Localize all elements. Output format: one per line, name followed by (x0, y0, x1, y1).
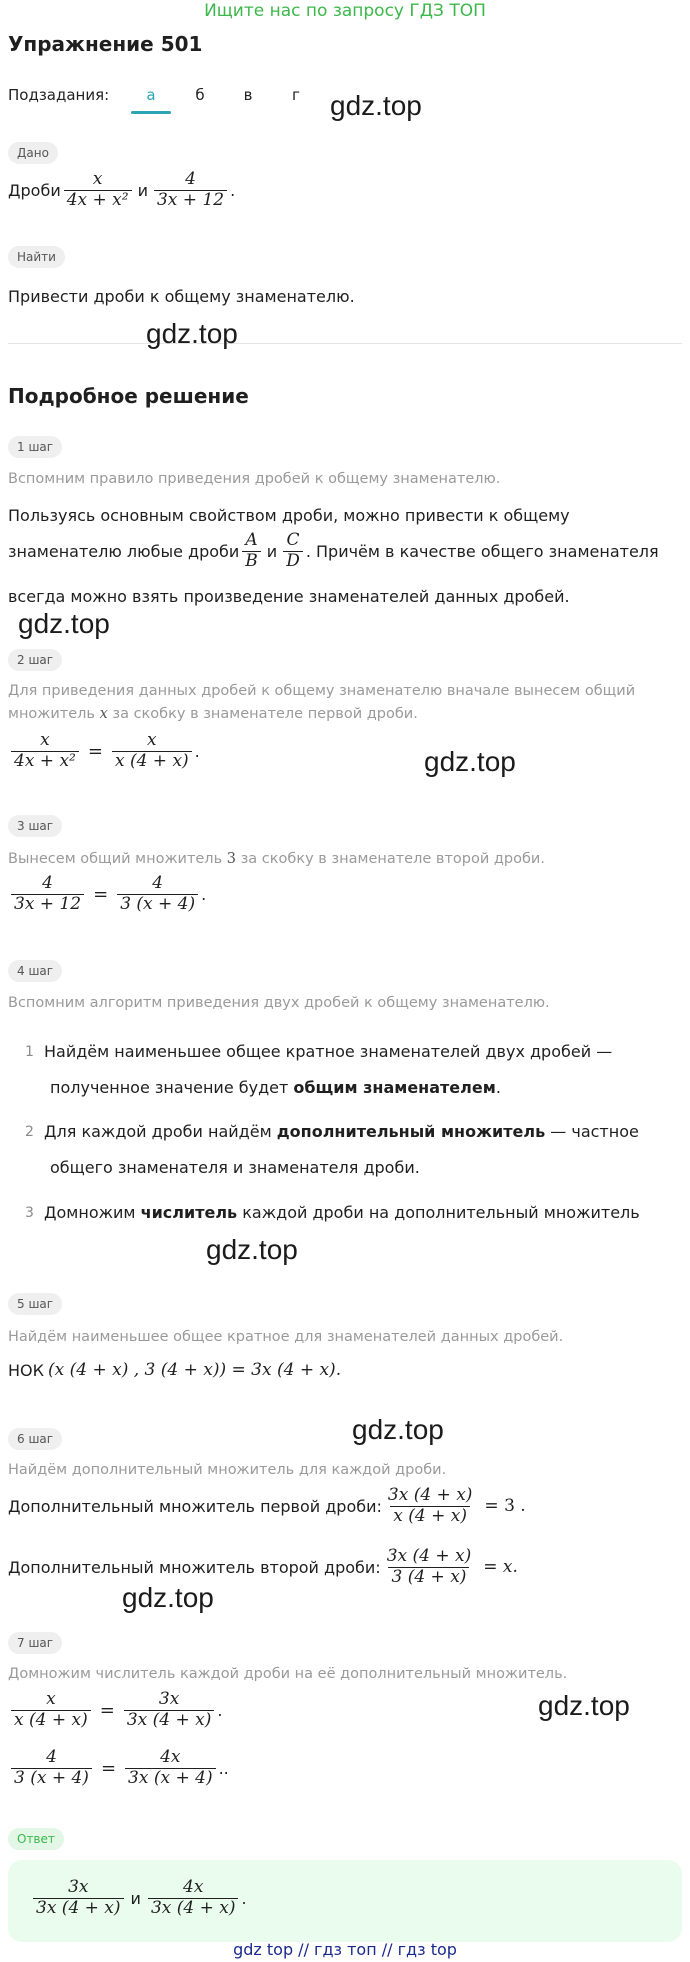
text-fragment: Домножим (44, 1203, 141, 1222)
given-badge-wrap (8, 142, 58, 164)
step1-line3: всегда можно взять произведение знаменателей данных дробей. (8, 587, 570, 606)
list-item-index: 1 (25, 1044, 34, 1060)
bold-term: числитель (140, 1203, 238, 1222)
frac-num: 4x (183, 1877, 204, 1897)
frac-num: A (245, 530, 258, 550)
solution-title: Подробное решение (8, 384, 249, 408)
given-fraction-2 (154, 170, 227, 210)
list-item-1-line1: Найдём наименьшее общее кратное знаменателей двух дробей — (44, 1042, 613, 1061)
frac-num: 3x (68, 1877, 89, 1897)
frac-den: 3 (x + 4) (117, 894, 198, 915)
frac-den: 3x (4 + x) (124, 1710, 215, 1731)
watermark: gdz.top (352, 1414, 444, 1445)
text-fragment: полученное значение будет (50, 1078, 294, 1097)
step1-line2-post: . Причём в качестве общего знаменателя (305, 541, 659, 561)
frac-num: 3x (158, 1689, 180, 1709)
frac-den: 3 (4 + x) (388, 1567, 469, 1588)
given-badge: Дано (8, 142, 58, 164)
text-fragment: — частное (545, 1122, 639, 1141)
frac-num: 3x (4 + x) (387, 1485, 473, 1505)
step5-badge-wrap (8, 1293, 62, 1315)
bold-term: общим знаменателем (293, 1078, 496, 1097)
step1-hint: Вспомним правило приведения дробей к общему знаменателю. (8, 471, 501, 487)
subtasks-label: Подзадания: (8, 86, 110, 104)
answer-end: . (241, 1888, 247, 1908)
step1-badge-wrap (8, 436, 62, 458)
fraction-c-d (283, 531, 303, 571)
frac-num: x (147, 730, 157, 750)
tab-b[interactable]: б (195, 86, 205, 104)
given-end: . (230, 180, 236, 200)
frac-den: 4x + x² (11, 751, 79, 772)
step7-row2-right (125, 1748, 216, 1788)
step7-row2 (8, 1748, 229, 1788)
frac-den: x (4 + x) (112, 751, 192, 772)
frac-den: 3x (4 + x) (33, 1898, 124, 1919)
given-prefix: Дроби (8, 180, 61, 200)
frac-den: 3 (x + 4) (11, 1768, 92, 1789)
step4-badge: 4 шаг (8, 960, 62, 982)
page-title: Упражнение 501 (8, 32, 203, 56)
nok-label: НОК (8, 1360, 44, 1380)
step1-line2-pre: знаменателю любые дроби (8, 541, 240, 561)
given-fraction-1 (64, 170, 132, 210)
step2-hint2-pre: множитель (8, 706, 95, 722)
step3-badge: 3 шаг (8, 815, 62, 837)
watermark: gdz.top (122, 1582, 214, 1613)
step2-hint1: Для приведения данных дробей к общему знаменателю вначале вынесем общий (8, 683, 636, 699)
given-line (8, 170, 235, 210)
step3-right-fraction (117, 874, 198, 914)
top-banner[interactable]: Ищите нас по запросу ГДЗ ТОП (204, 1, 486, 21)
watermark: gdz.top (206, 1234, 298, 1265)
step3-equation (8, 874, 206, 914)
step3-hint (8, 851, 545, 867)
frac-num: 4 (185, 169, 196, 189)
answer-fraction-2 (148, 1878, 239, 1918)
frac-den: 4x + x² (64, 190, 132, 211)
step6-first-result: = 3 . (484, 1496, 526, 1517)
step6-second-label: Дополнительный множитель второй дроби: (8, 1557, 381, 1577)
step6-first (8, 1486, 526, 1526)
step5-badge: 5 шаг (8, 1293, 62, 1315)
step6-second-result: = x. (483, 1557, 518, 1578)
step7-row2-end: .. (218, 1758, 229, 1778)
step3-hint-var: 3 (226, 851, 236, 867)
find-badge-wrap (8, 246, 65, 268)
list-item-1-line2 (50, 1078, 501, 1097)
tab-v[interactable]: в (243, 86, 253, 104)
tab-a[interactable]: а (146, 86, 156, 104)
watermark: gdz.top (18, 608, 110, 639)
find-text: Привести дроби к общему знаменателю. (8, 287, 355, 306)
frac-den: B (242, 551, 261, 572)
watermark: gdz.top (424, 746, 516, 777)
bold-term: дополнительный множитель (276, 1122, 546, 1141)
step4-hint: Вспомним алгоритм приведения двух дробей к общему знаменателю. (8, 995, 550, 1011)
tab-active-underline (131, 111, 171, 114)
frac-num: C (286, 530, 300, 550)
step7-badge: 7 шаг (8, 1632, 62, 1654)
fraction-a-b (242, 531, 261, 571)
step2-hint2 (8, 706, 418, 722)
text-fragment: каждой дроби на дополнительный множитель (237, 1203, 640, 1222)
frac-num: x (46, 1689, 56, 1709)
step2-end: . (194, 741, 200, 761)
step3-badge-wrap (8, 815, 62, 837)
watermark: gdz.top (330, 90, 422, 121)
equals-sign: = (87, 740, 103, 762)
frac-num: x (92, 169, 103, 189)
answer-line (30, 1878, 247, 1918)
step2-badge-wrap (8, 649, 62, 671)
step7-hint: Домножим числитель каждой дроби на её дополнительный множитель. (8, 1666, 568, 1682)
step4-badge-wrap (8, 960, 62, 982)
equals-sign: = (93, 883, 109, 905)
given-conj: и (137, 180, 148, 200)
frac-den: 3x + 12 (11, 894, 84, 915)
step1-conj: и (266, 541, 278, 561)
footer-links[interactable]: gdz top // гдз топ // гдз top (233, 1940, 457, 1959)
frac-num: x (40, 730, 50, 750)
list-item-2-line2: общего знаменателя и знаменателя дроби. (50, 1158, 420, 1177)
step7-row2-left (11, 1748, 92, 1788)
step7-row1-end: . (217, 1700, 223, 1720)
step6-first-fraction (385, 1486, 476, 1526)
step6-second-fraction (384, 1547, 475, 1587)
step7-badge-wrap (8, 1632, 62, 1654)
step2-hint2-post: за скобку в знаменателе первой дроби. (112, 706, 418, 722)
step3-left-fraction (11, 874, 84, 914)
answer-badge: Ответ (8, 1828, 64, 1850)
divider (8, 343, 682, 344)
list-item-2-line1 (44, 1122, 639, 1141)
frac-num: 4x (160, 1747, 181, 1767)
frac-num: 4 (46, 1747, 57, 1767)
frac-den: 3x (x + 4) (125, 1768, 216, 1789)
step6-second (8, 1547, 518, 1587)
answer-conj: и (130, 1888, 141, 1908)
step1-line1: Пользуясь основным свойством дроби, можно привести к общему (8, 506, 570, 525)
list-item-index: 3 (25, 1205, 34, 1221)
frac-num: 4 (42, 873, 53, 893)
equals-sign: = (100, 1757, 117, 1779)
step7-row1 (8, 1690, 222, 1730)
step5-hint: Найдём наименьшее общее кратное для знаменателей данных дробей. (8, 1329, 564, 1345)
step7-row1-left (11, 1690, 91, 1730)
frac-den: 3x + 12 (154, 190, 227, 211)
list-item-index: 2 (25, 1124, 34, 1140)
step2-badge: 2 шаг (8, 649, 62, 671)
step3-hint-pre: Вынесем общий множитель (8, 851, 223, 867)
answer-fraction-1 (33, 1878, 124, 1918)
equals-sign: = (99, 1699, 115, 1721)
frac-den: x (4 + x) (390, 1506, 470, 1527)
step6-badge: 6 шаг (8, 1428, 62, 1450)
step5-equation (8, 1360, 341, 1380)
find-badge: Найти (8, 246, 65, 268)
tab-g[interactable]: г (292, 86, 300, 104)
text-fragment: Для каждой дроби найдём (44, 1122, 277, 1141)
step6-first-label: Дополнительный множитель первой дроби: (8, 1496, 382, 1516)
frac-den: D (283, 551, 303, 572)
watermark: gdz.top (538, 1690, 630, 1721)
frac-num: 4 (152, 873, 164, 893)
frac-num: 3x (4 + x) (386, 1546, 472, 1566)
text-fragment: . (495, 1078, 501, 1097)
step6-badge-wrap (8, 1428, 62, 1450)
step2-hint2-var: x (99, 706, 108, 722)
step7-row1-right (124, 1690, 215, 1730)
step6-hint: Найдём дополнительный множитель для каждой дроби. (8, 1462, 447, 1478)
list-item-3-line1 (44, 1203, 640, 1222)
nok-expression: (x (4 + x) , 3 (4 + x)) = 3x (4 + x). (47, 1360, 342, 1380)
step3-hint-post: за скобку в знаменателе второй дроби. (240, 851, 545, 867)
answer-badge-wrap (8, 1828, 64, 1850)
step1-badge: 1 шаг (8, 436, 62, 458)
step1-line2 (8, 531, 659, 571)
step3-end: . (201, 884, 207, 904)
step2-left-fraction (11, 731, 79, 771)
frac-den: 3x (4 + x) (148, 1898, 239, 1919)
frac-den: x (4 + x) (11, 1710, 91, 1731)
watermark: gdz.top (146, 318, 238, 349)
step2-equation (8, 731, 200, 771)
step2-right-fraction (112, 731, 192, 771)
